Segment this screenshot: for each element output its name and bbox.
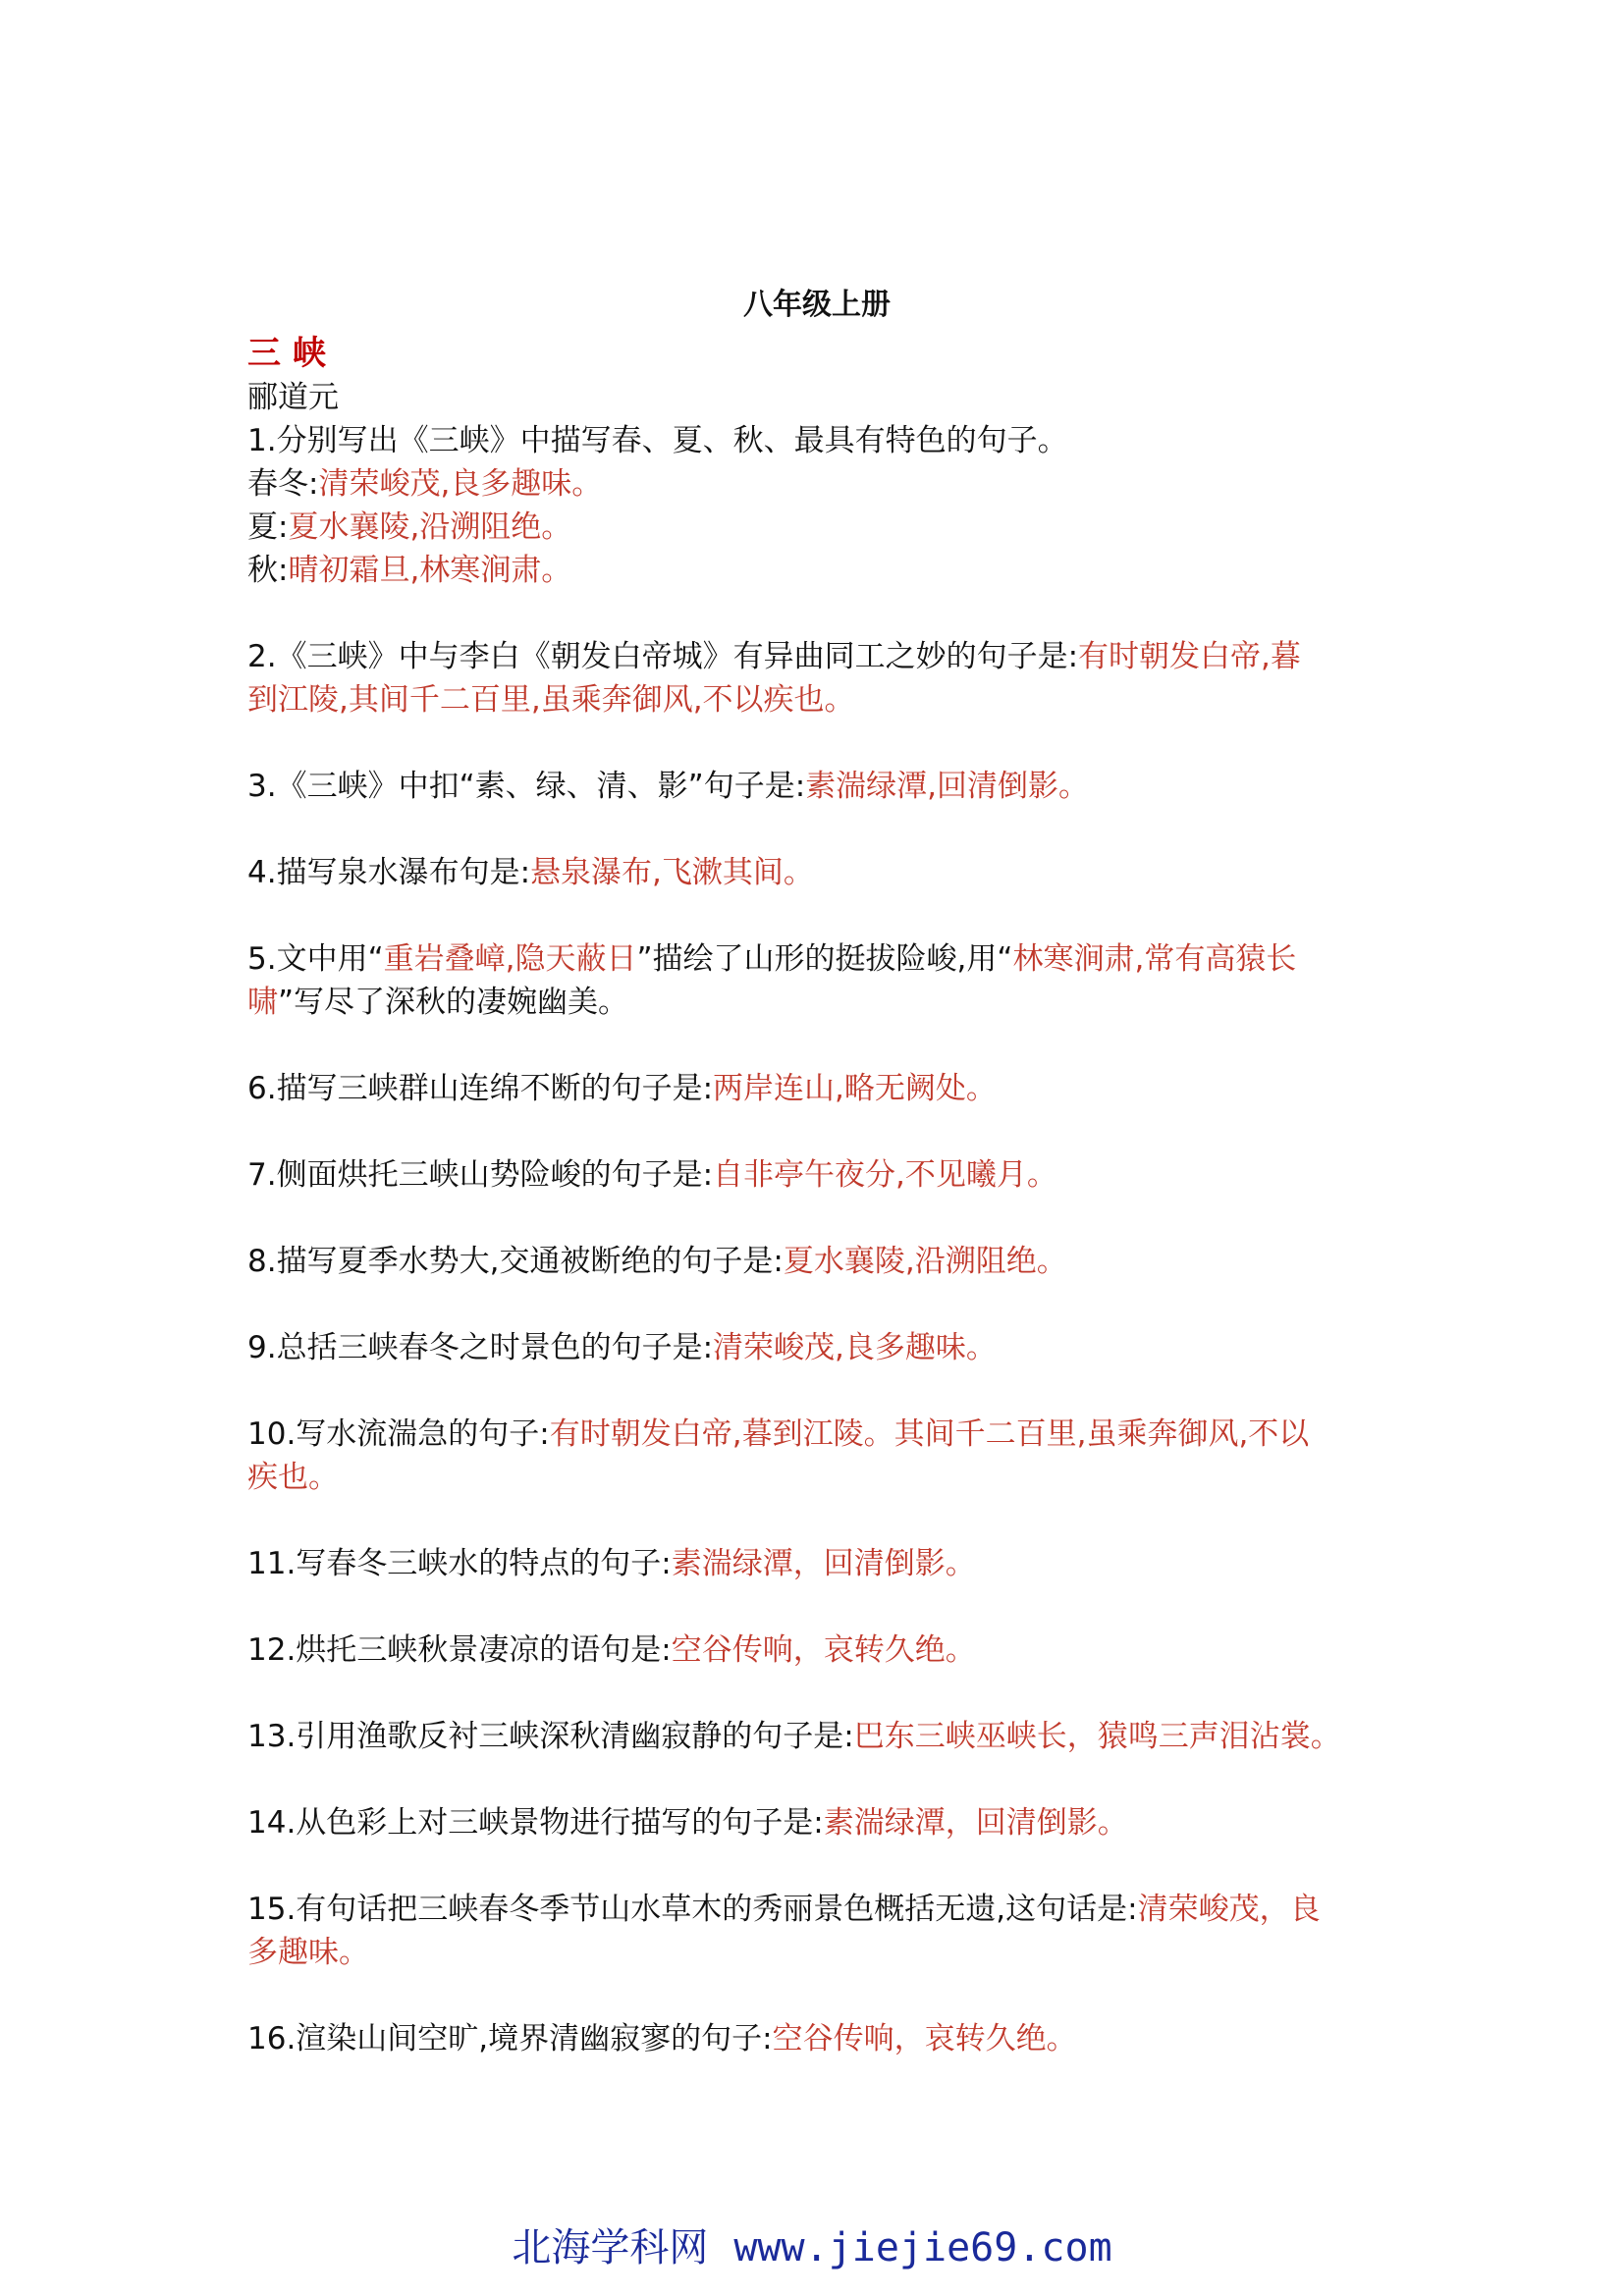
q12-text: 12.烘托三峡秋景凄凉的语句是:	[247, 1632, 672, 1668]
q8-text: 8.描写夏季水势大,交通被断绝的句子是:	[247, 1244, 784, 1279]
q11-answer: 素湍绿潭，回清倒影。	[671, 1546, 976, 1581]
q11-text: 11.写春冬三峡水的特点的句子:	[247, 1546, 672, 1581]
q1-spring-label: 春冬:	[247, 466, 319, 502]
q5-part3: ”写尽了深秋的凄婉幽美。	[278, 985, 629, 1020]
question-8	[247, 1240, 1386, 1283]
q12-answer: 空谷传响，哀转久绝。	[671, 1632, 976, 1668]
q10-answer-part1: 有时朝发白帝,暮到江陵。其间千二百里,虽乘奔御风,不以	[549, 1416, 1310, 1452]
q14-answer: 素湍绿潭，回清倒影。	[823, 1805, 1128, 1841]
question-1: 1.分别写出《三峡》中描写春、夏、秋、最具有特色的句子。	[247, 423, 1068, 458]
q1-spring-answer: 清荣峻茂,良多趣味。	[318, 466, 603, 502]
question-15-cont	[247, 1931, 1386, 1974]
q13-text: 13.引用渔歌反衬三峡深秋清幽寂静的句子是:	[247, 1719, 854, 1754]
question-11	[247, 1542, 1386, 1585]
q1-autumn-answer: 晴初霜旦,林寒涧肃。	[288, 553, 572, 588]
q1-spring	[247, 462, 1386, 506]
q4-text: 4.描写泉水瀑布句是:	[247, 855, 531, 890]
q10-answer-part2: 疾也。	[247, 1460, 339, 1495]
q4-answer: 悬泉瀑布,飞漱其间。	[530, 855, 814, 890]
q13-answer: 巴东三峡巫峡长，猿鸣三声泪沾裳。	[853, 1719, 1341, 1754]
question-5	[247, 937, 1386, 981]
q15-text: 15.有句话把三峡春冬季节山水草木的秀丽景色概括无遗,这句话是:	[247, 1892, 1138, 1927]
footer-url[interactable]: www.jiejie69.com	[733, 2225, 1112, 2270]
q16-text: 16.渲染山间空旷,境界清幽寂寥的句子:	[247, 2021, 773, 2056]
q7-text: 7.侧面烘托三峡山势险峻的句子是:	[247, 1157, 714, 1193]
page-title: 八年级上册	[743, 288, 891, 322]
q7-answer: 自非亭午夜分,不见曦月。	[713, 1157, 1057, 1193]
q9-answer: 清荣峻茂,良多趣味。	[713, 1330, 997, 1365]
q6-text: 6.描写三峡群山连绵不断的句子是:	[247, 1071, 714, 1106]
q5-part2: ”描绘了山形的挺拔险峻,用“	[636, 941, 1013, 977]
question-5-cont	[247, 981, 1386, 1024]
q5-part1: 5.文中用“	[247, 941, 384, 977]
document-page	[247, 280, 1386, 2060]
footer-site-name: 北海学科网	[512, 2225, 709, 2270]
q5-answer3: 啸	[247, 985, 278, 1020]
question-13	[247, 1715, 1386, 1758]
question-4	[247, 851, 1386, 894]
q1-autumn-label: 秋:	[247, 553, 289, 588]
q14-text: 14.从色彩上对三峡景物进行描写的句子是:	[247, 1805, 824, 1841]
question-2-cont	[247, 678, 1386, 721]
question-6	[247, 1067, 1386, 1110]
q2-answer-part2: 到江陵,其间千二百里,虽乘奔御风,不以疾也。	[247, 682, 855, 718]
q5-answer1: 重岩叠嶂,隐天蔽日	[383, 941, 637, 977]
q6-answer: 两岸连山,略无阙处。	[713, 1071, 997, 1106]
q8-answer: 夏水襄陵,沿溯阻绝。	[783, 1244, 1067, 1279]
question-10	[247, 1413, 1386, 1456]
author: 郦道元	[247, 380, 339, 415]
q15-answer-part2: 多趣味。	[247, 1935, 369, 1970]
q16-answer: 空谷传响，哀转久绝。	[772, 2021, 1077, 2056]
question-10-cont	[247, 1456, 1386, 1499]
q1-summer-answer: 夏水襄陵,沿溯阻绝。	[288, 509, 572, 545]
question-15	[247, 1888, 1386, 1931]
question-7	[247, 1153, 1386, 1197]
q15-answer-part1: 清荣峻茂，良	[1137, 1892, 1321, 1927]
q1-autumn	[247, 549, 1386, 592]
footer-watermark	[0, 2220, 1624, 2275]
q1-summer	[247, 506, 1386, 549]
question-16	[247, 2017, 1386, 2060]
q9-text: 9.总括三峡春冬之时景色的句子是:	[247, 1330, 714, 1365]
question-9	[247, 1326, 1386, 1369]
question-3	[247, 765, 1386, 808]
question-2	[247, 635, 1386, 678]
q3-answer: 素湍绿潭,回清倒影。	[805, 769, 1089, 804]
question-12	[247, 1629, 1386, 1672]
q10-text: 10.写水流湍急的句子:	[247, 1416, 550, 1452]
lesson-heading: 三峡	[247, 334, 338, 373]
q2-answer-part1: 有时朝发白帝,暮	[1078, 639, 1301, 674]
q3-text: 3.《三峡》中扣“素、绿、清、影”句子是:	[247, 769, 806, 804]
q2-text: 2.《三峡》中与李白《朝发白帝城》有异曲同工之妙的句子是:	[247, 639, 1079, 674]
q5-answer2: 林寒涧肃,常有高猿长	[1012, 941, 1297, 977]
question-14	[247, 1801, 1386, 1844]
q1-summer-label: 夏:	[247, 509, 289, 545]
